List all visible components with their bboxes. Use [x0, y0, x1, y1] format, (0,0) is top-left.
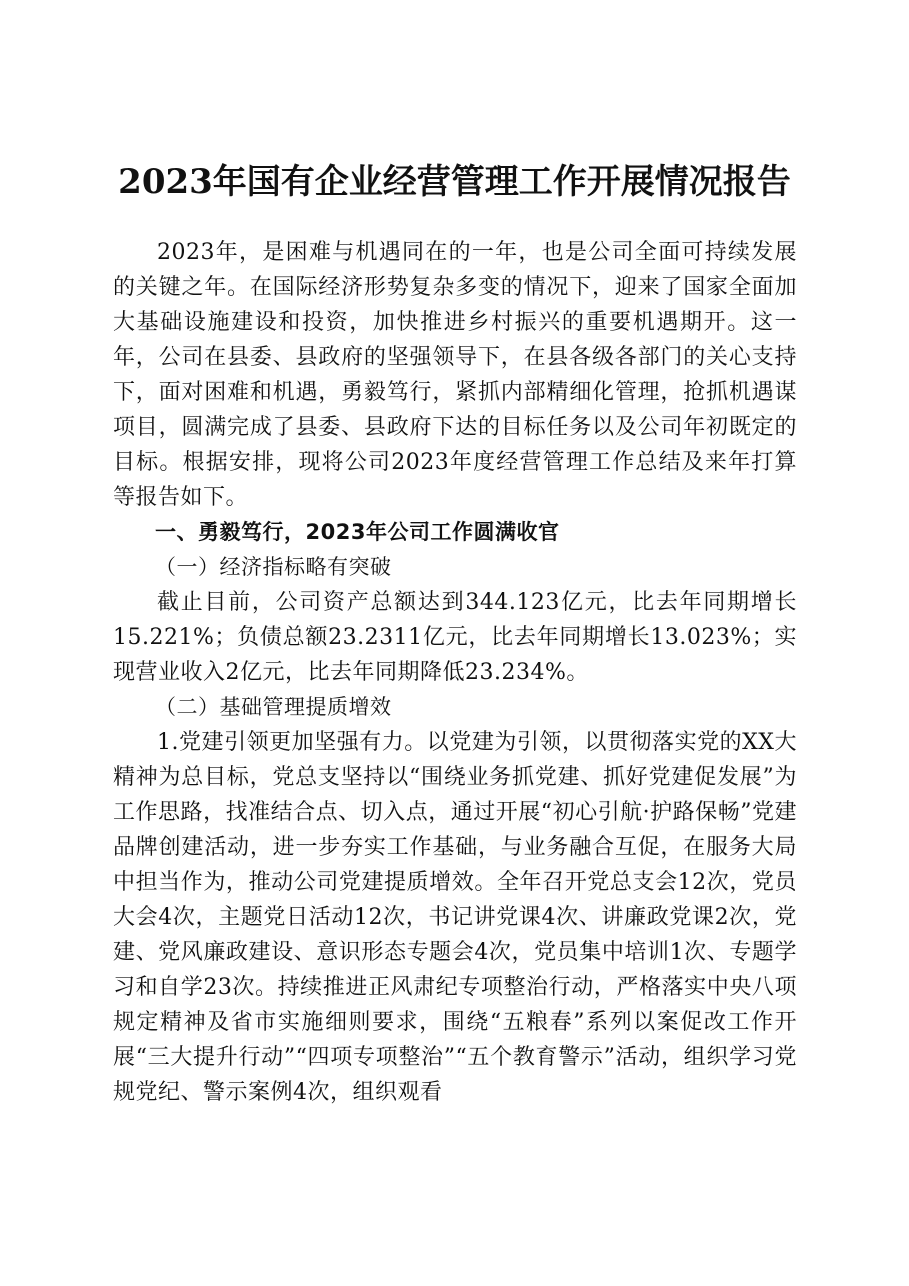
- document-body: [113, 235, 797, 1110]
- subsection-heading-2: （二）基础管理提质增效: [155, 695, 392, 719]
- subsection-heading-1: （一）经济指标略有突破: [155, 555, 392, 579]
- document-title: 2023年国有企业经营管理工作开展情况报告: [118, 162, 791, 202]
- section-heading-1: 一、勇毅笃行，2023年公司工作圆满收官: [155, 520, 560, 544]
- party-building-paragraph: 1.党建引领更加坚强有力。以党建为引领，以贯彻落实党的XX大精神为总目标，党总支坚持以“围绕业务抓党建、抓好党建促发展”为工作思路，找准结合点、切入点，通过开展“初心引航·护路保畅”党建品牌创建活动，进一步夯实工作基础，与业务融合互促，在服务大局中担当作为，推动公司党建提质增效。全年召开党总支会12次，党员大会4次，主题党日活动12次，书记讲党课4次、讲廉政党课2次，党建、党风廉政建设、意识形态专题会4次，党员集中培训1次、专题学习和自学23次。持续推进正风肃纪专项整治行动，严格落实中央八项规定精神及省市实施细则要求，围绕“五粮春”系列以案促改工作开展“三大提升行动”“四项专项整治”“五个教育警示”活动，组织学习党规党纪、警示案例4次，组织观看: [113, 730, 797, 1105]
- intro-paragraph: 2023年，是困难与机遇同在的一年，也是公司全面可持续发展的关键之年。在国际经济形势复杂多变的情况下，迎来了国家全面加大基础设施建设和投资，加快推进乡村振兴的重要机遇期开。这一年，公司在县委、县政府的坚强领导下，在县各级各部门的关心支持下，面对困难和机遇，勇毅笃行，紧抓内部精细化管理，抢抓机遇谋项目，圆满完成了县委、县政府下达的目标任务以及公司年初既定的目标。根据安排，现将公司2023年度经营管理工作总结及来年打算等报告如下。: [113, 240, 797, 510]
- economic-indicators-paragraph: 截止目前，公司资产总额达到344.123亿元，比去年同期增长15.221%；负债总额23.2311亿元，比去年同期增长13.023%；实现营业收入2亿元，比去年同期降低23.234%。: [113, 590, 797, 685]
